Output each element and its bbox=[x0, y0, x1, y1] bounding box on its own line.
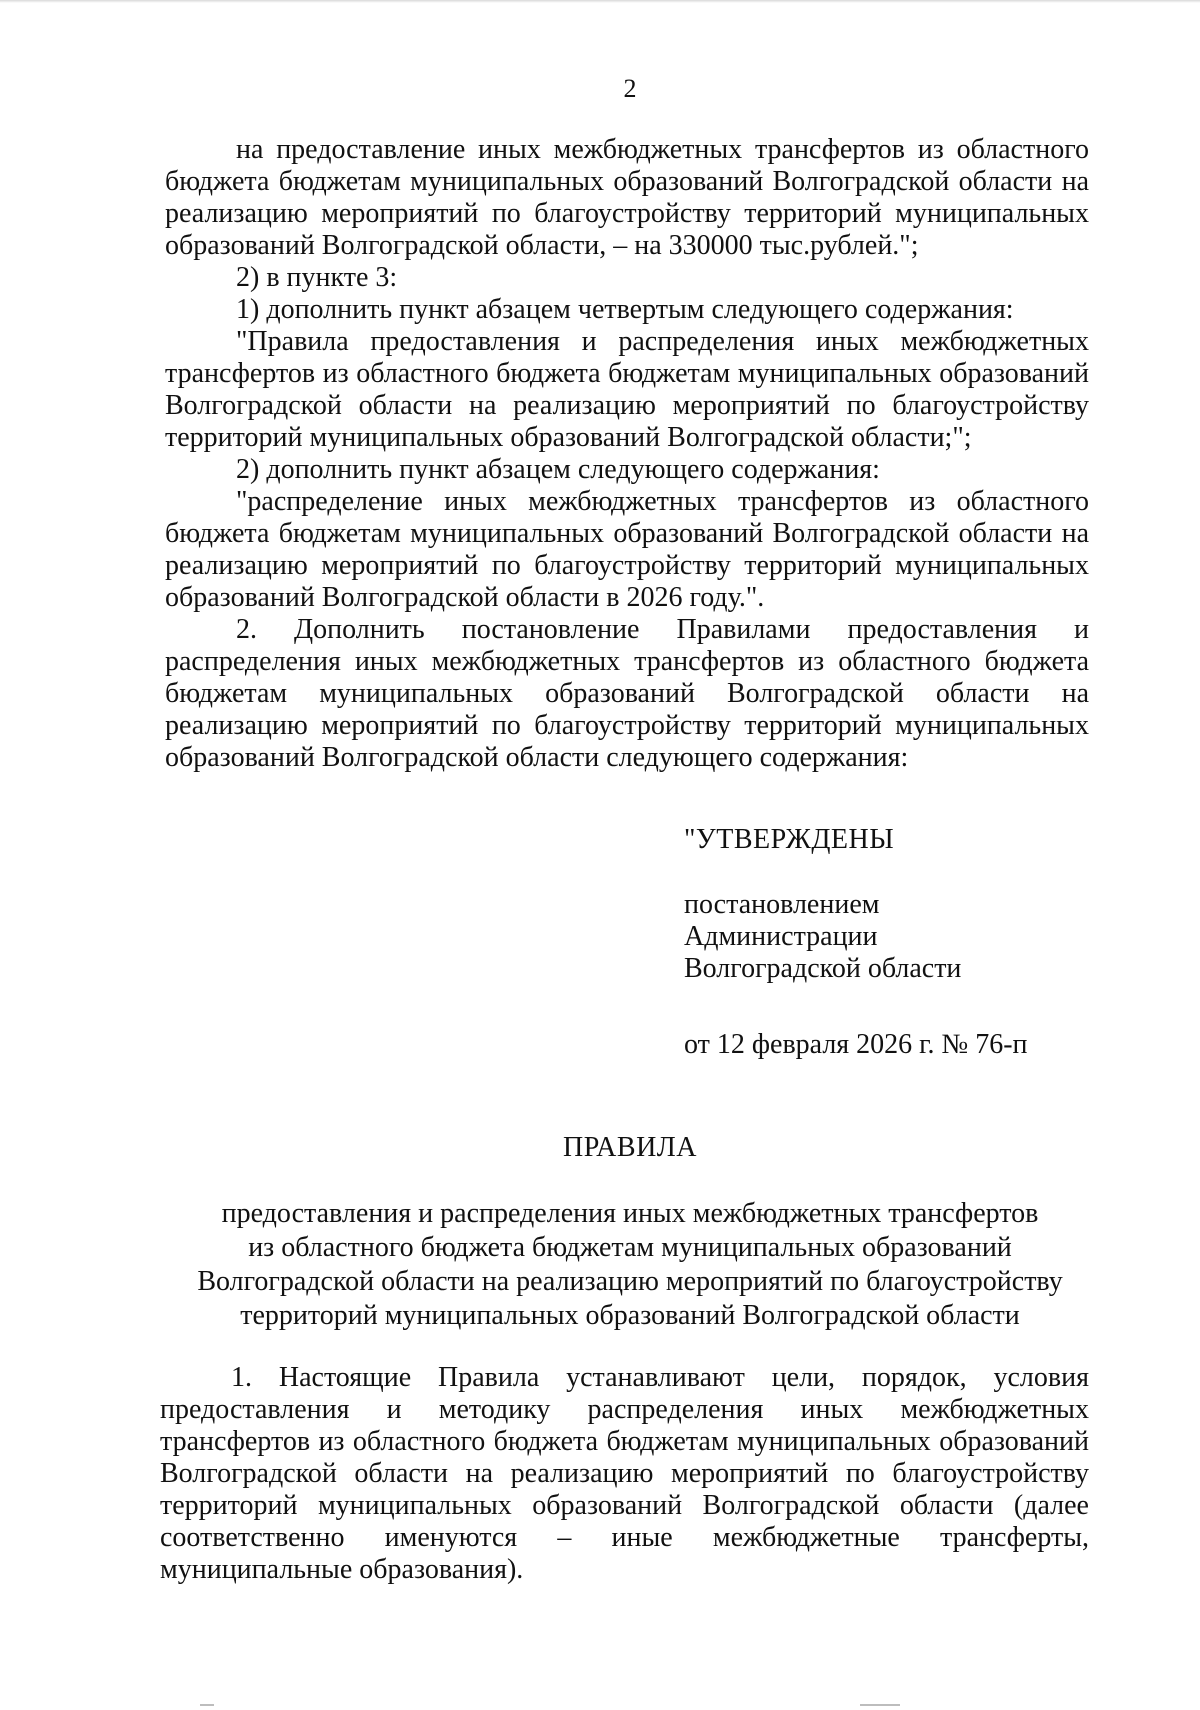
rules-subtitle bbox=[130, 1197, 1130, 1333]
approval-date: от 12 февраля 2026 г. № 76-п bbox=[684, 1029, 1028, 1060]
sub-item-1-quote: "Правила предоставления и распределения иных межбюджетных трансфертов из областного бюджета бюджетам муниципальных образований Волгоградской области на реализацию мероприятий по благоустройству территорий муниципальных образований Волгоградской области;"; bbox=[165, 326, 1089, 453]
scan-artifact bbox=[200, 1704, 214, 1706]
approval-line-2: Администрации bbox=[684, 921, 878, 952]
rules-subtitle-line: территорий муниципальных образований Волгоградской области bbox=[240, 1300, 1020, 1331]
continuation-paragraph: на предоставление иных межбюджетных трансфертов из областного бюджета бюджетам муниципальных образований Волгоградской области на реализацию мероприятий по благоустройству территорий муниципальных образований Волгоградской области, – на 330000 тыс.рублей."; bbox=[165, 134, 1089, 261]
scan-edge bbox=[0, 0, 1200, 3]
sub-item-1: 1) дополнить пункт абзацем четвертым следующего содержания: bbox=[236, 294, 1014, 325]
rules-paragraph-1: 1. Настоящие Правила устанавливают цели, порядок, условия предоставления и методику распределения иных межбюджетных трансфертов из областного бюджета бюджетам муниципальных образований Волгоградской области на реализацию мероприятий по благоустройству территорий муниципальных образований Волгоградской области (далее соответственно именуются – иные межбюджетные трансферты, муниципальные образования). bbox=[160, 1362, 1089, 1585]
sub-item-2-quote: "распределение иных межбюджетных трансфертов из областного бюджета бюджетам муниципальных образований Волгоградской области на реализацию мероприятий по благоустройству территорий муниципальных образований Волгоградской области в 2026 году.". bbox=[165, 486, 1089, 613]
sub-item-2: 2) дополнить пункт абзацем следующего содержания: bbox=[236, 454, 880, 485]
approval-block bbox=[684, 824, 1084, 1061]
approval-title: "УТВЕРЖДЕНЫ bbox=[684, 824, 895, 855]
rules-subtitle-line: Волгоградской области на реализацию мероприятий по благоустройству bbox=[197, 1266, 1063, 1297]
rules-subtitle-line: из областного бюджета бюджетам муниципальных образований bbox=[248, 1232, 1012, 1263]
point-2-paragraph: 2. Дополнить постановление Правилами предоставления и распределения иных межбюджетных трансфертов из областного бюджета бюджетам муниципальных образований Волгоградской области на реализацию мероприятий по благоустройству территорий муниципальных образований Волгоградской области следующего содержания: bbox=[165, 614, 1089, 773]
rules-title: ПРАВИЛА bbox=[562, 1132, 698, 1163]
rules-subtitle-line: предоставления и распределения иных межбюджетных трансфертов bbox=[221, 1198, 1039, 1229]
item-point-3: 2) в пункте 3: bbox=[236, 262, 398, 293]
rules-body bbox=[160, 1362, 1089, 1586]
amendment-text bbox=[165, 134, 1089, 774]
scan-artifact bbox=[860, 1704, 900, 1706]
approval-line-3: Волгоградской области bbox=[684, 953, 962, 984]
page-number: 2 bbox=[623, 74, 637, 103]
approval-line-1: постановлением bbox=[684, 889, 880, 920]
